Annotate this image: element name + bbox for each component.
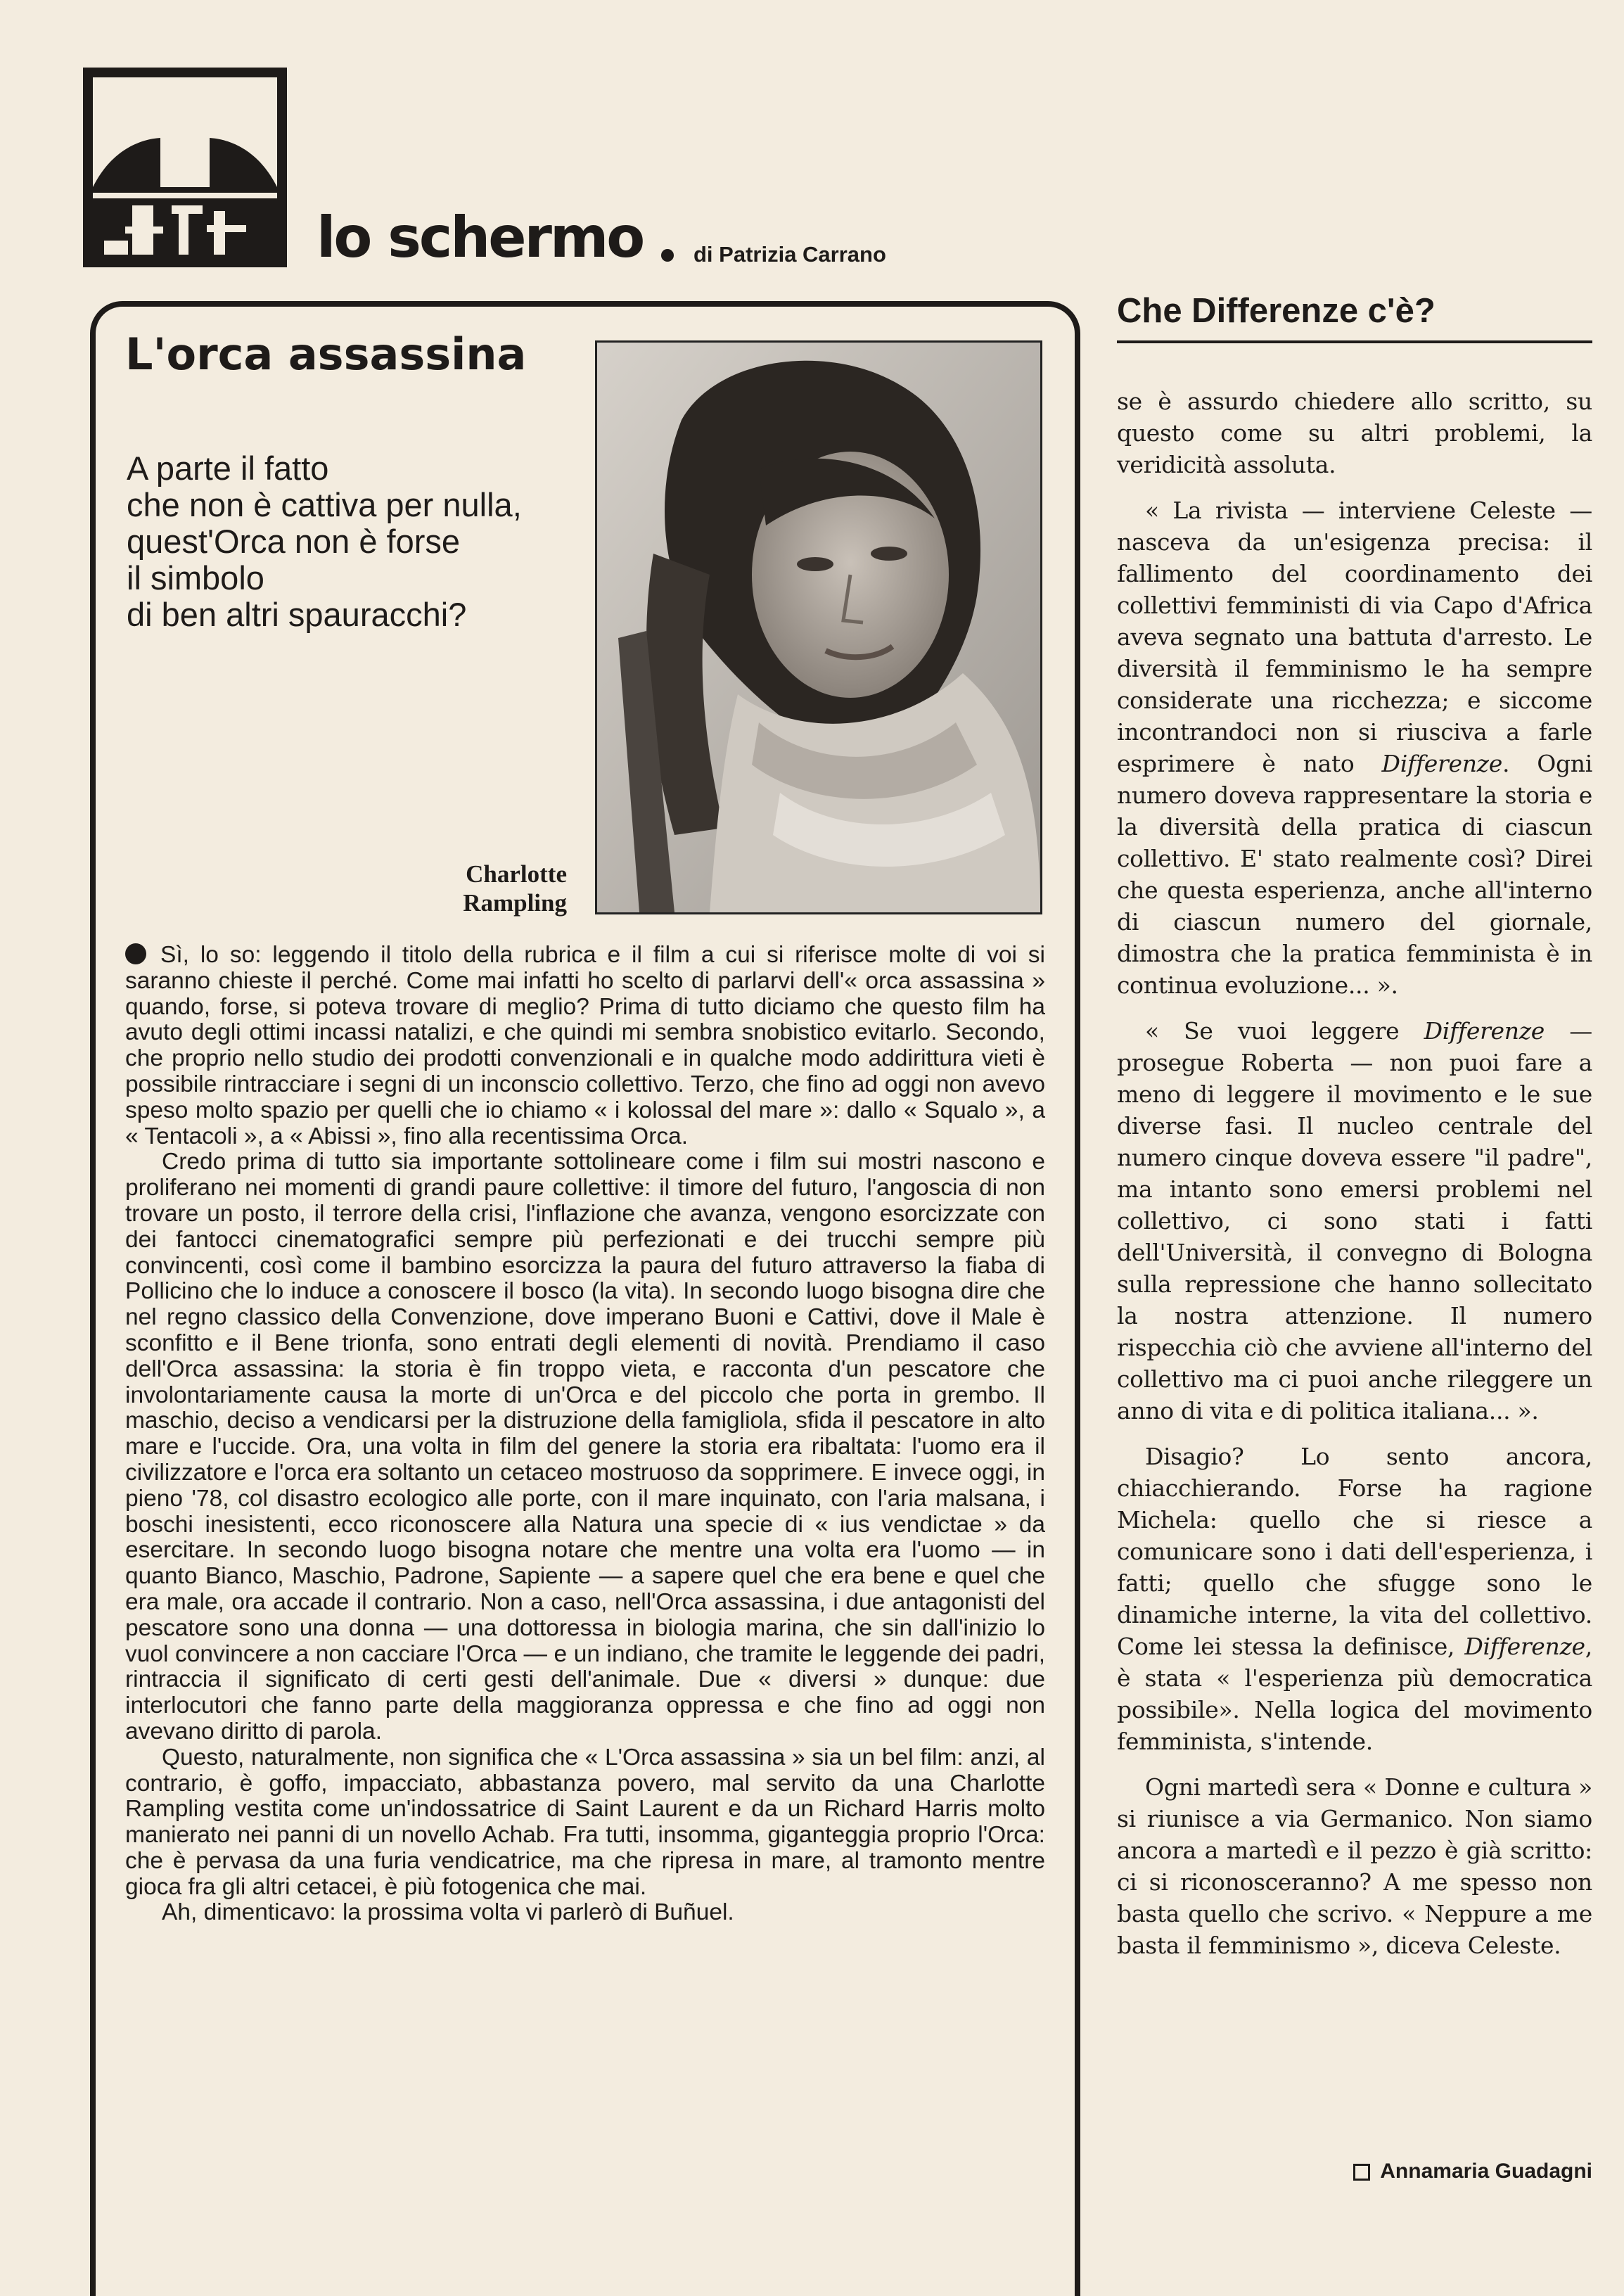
sidebar-paragraph bbox=[1117, 495, 1592, 1001]
sidebar-text: , è stata « l'esperienza più democratica possibile». Nella logica del movimento femminista, s'intende. bbox=[1117, 1633, 1592, 1755]
byline-bullet-icon bbox=[661, 249, 674, 262]
sidebar-text: « Se vuoi leggere bbox=[1145, 1017, 1400, 1045]
sidebar-paragraph bbox=[1117, 1015, 1592, 1427]
article-subtitle: A parte il fatto che non è cattiva per nulla, quest'Orca non è forse il simbolo di ben altri spauracchi? bbox=[127, 449, 522, 633]
sidebar-title-rule bbox=[1117, 340, 1592, 343]
article-photo bbox=[595, 340, 1042, 914]
article-title: L'orca assassina bbox=[125, 329, 527, 380]
signature-text: Annamaria Guadagni bbox=[1380, 2160, 1592, 2183]
sidebar-body bbox=[1117, 385, 1592, 1975]
article-paragraph bbox=[125, 943, 1045, 1149]
photo-caption-line: Rampling bbox=[463, 889, 567, 917]
sidebar-paragraph: se è assurdo chiedere allo scritto, su questo come su altri problemi, la veridicità assoluta. bbox=[1117, 388, 1592, 478]
photo-caption bbox=[394, 860, 567, 917]
bullet-icon bbox=[125, 943, 146, 964]
sidebar-paragraph: Ogni martedì sera « Donne e cultura » si riunisce a via Germanico. Non siamo ancora a martedì e il pezzo è già scritto: ci si riconosceranno? A me spesso non basta quello che scrivo. « Neppure a me basta il femminismo », diceva Celeste. bbox=[1117, 1773, 1592, 1959]
article-body bbox=[125, 943, 1045, 1926]
article-paragraph: Ah, dimenticavo: la prossima volta vi parlerò di Buñuel. bbox=[162, 1899, 734, 1926]
sidebar-emphasis: Differenze bbox=[1424, 1017, 1545, 1045]
article-paragraph: Credo prima di tutto sia importante sottolineare come i film sui mostri nascono e proliferano nei momenti di grandi paure collettive: il timore del futuro, l'angoscia di non trovare un posto, il terrore della crisi, l'inflazione che avanza, vengono esorcizzate con dei fantocci cinematografici sempre più perfezionati e dei trucchi sempre più convincenti, così come il bambino esorcizza la paura del futuro attraverso la fiaba di Pollicino che lo induce a conoscere il bosco (la vita). In secondo luogo bisogna dire che nel regno classico della Convenzione, dove imperano Buoni e Cattivi, dove il Male è sconfitto e il Bene trionfa, sono entrati degli elementi di novità. Prendiamo il caso dell'Orca assassina: la storia è fin troppo vieta, e racconta d'un pescatore che involontariamente causa la morte di un'Orca e del piccolo che porta in grembo. Il maschio, deciso a vendicarsi per la distruzione della famigliola, sfida il pescatore in alto mare e l'uccide. Ora, una volta in film del genere la storia era ribaltata: l'uomo era il civilizzatore e l'orca era soltanto un cetaceo mostruoso da sopprimere. E invece oggi, in pieno '78, col disastro ecologico alle porte, con il mare inquinato, con l'aria malsana, i boschi inesistenti, ecco riconoscere alla Natura una specie di « ius vendictae » da esercitare. In secondo luogo bisogna notare che mentre una volta era l'uomo — in quanto Bianco, Maschio, Padrone, Sapiente — a sapere quel che era bene e quel che era male, ora accade il contrario. Non a caso, nell'Orca assassina, i due antagonisti del pescatore sono una donna — una dottoressa in biologia marina, che sin dall'inizio lo vuol convincere a non cacciare l'Orca — e un indiano, che tramite le leggende dei padri, rintraccia il significato di certi gesti dell'animale. Due « diversi » dunque: due interlocutori che fanno parte della maggioranza oppressa e che fino ad oggi non avevano diritto di parola. bbox=[125, 1149, 1045, 1745]
sidebar-title: Che Differenze c'è? bbox=[1117, 292, 1436, 330]
sidebar-text: Disagio? Lo sento ancora, chiacchierando. Forse ha ragione Michela: quello che si riesce a comunicare sono i dati dell'esperienza, i fatti; quello che sfugge sono le dinamiche interne, la vita del collettivo. Come lei stessa la definisce, bbox=[1117, 1443, 1592, 1660]
photo-caption-line: Charlotte bbox=[466, 860, 567, 888]
sidebar-emphasis: Differenze bbox=[1381, 750, 1502, 777]
article-paragraph: Questo, naturalmente, non significa che « L'Orca assassina » sia un bel film: anzi, al contrario, è goffo, impacciato, abbastanza povero, mal servito da una Charlotte Rampling vestita come un'indossatrice di Saint Laurent e da un Richard Harris molto manierato nei panni di un novello Achab. Fra tutti, insomma, giganteggia proprio l'Orca: che è pervasa da una furia vendicatrice, ma che ripresa in mare, al tramonto mentre gioca fra gli altri cetacei, è più fotogenica che mai. bbox=[125, 1744, 1045, 1900]
end-square-icon bbox=[1353, 2164, 1370, 2181]
sidebar-text: « La rivista — interviene Celeste — nasceva da un'esigenza precisa: il fallimento del coordinamento dei collettivi femministi di via Capo d'Africa aveva segnato una battuta d'arresto. Le diversità il femminismo le ha sempre considerate una ricchezza; e siccome incontrandoci non si riusciva a farle esprimere è nato bbox=[1117, 497, 1592, 777]
lo-schermo-logo-icon bbox=[83, 68, 287, 267]
author-signature bbox=[1319, 2161, 1592, 2182]
sidebar-text: . Ogni numero doveva rappresentare la storia e la diversità della pratica di ciascun collettivo. E' stato realmente così? Direi che questa esperienza, anche all'interno di ciascun numero del giornale, dimostra che la pratica femminista è in continua evoluzione... ». bbox=[1117, 750, 1592, 999]
sidebar-paragraph bbox=[1117, 1441, 1592, 1757]
article-paragraph-text: Sì, lo so: leggendo il titolo della rubrica e il film a cui si riferisce molte di voi si saranno chieste il perché. Come mai infatti ho scelto di parlarvi dell'« orca assassina » quando, forse, si poteva trovare di meglio? Prima di tutto diciamo che questo film ha avuto degli ottimi incassi natalizi, e che quindi mi sembra snobistico evitarlo. Secondo, che proprio nello studio dei prodotti convenzionali e in qualche modo addirittura vieti è possibile rintracciare i segni di un inconscio collettivo. Terzo, che fino ad oggi non avevo speso molto spazio per quelli che io chiamo « i kolossal del mare »: dallo « Squalo », a « Tentacoli », a « Abissi », fino alla recentissima Orca. bbox=[125, 942, 1045, 1149]
byline: di Patrizia Carrano bbox=[693, 242, 886, 267]
sidebar-emphasis: Differenze bbox=[1464, 1633, 1585, 1660]
sidebar-text: — prosegue Roberta — non puoi fare a meno di leggere il movimento e le sue diverse fasi. Il nucleo centrale del numero cinque doveva essere "il padre", ma intanto sono emersi problemi nel collettivo, ci sono stati i fatti dell'Università, il convegno di Bologna sulla repressione che hanno sollecitato la nostra attenzione. Il numero rispecchia ciò che avviene all'interno del collettivo ma ci puoi anche rileggere un anno di vita e di politica italiana... ». bbox=[1117, 1017, 1592, 1424]
rubric-title: lo schermo bbox=[317, 205, 644, 270]
